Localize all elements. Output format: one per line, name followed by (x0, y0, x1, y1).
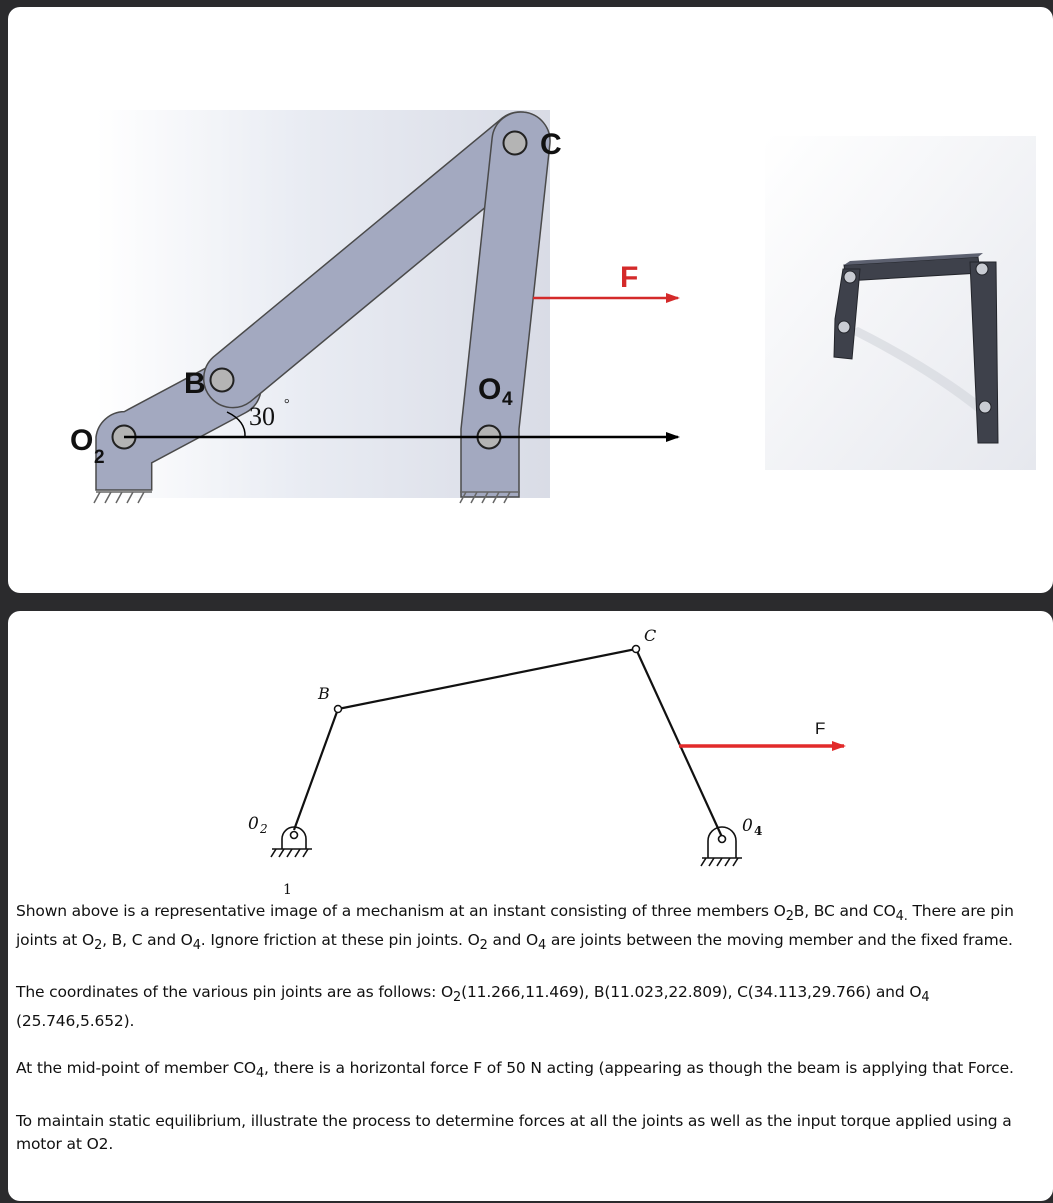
description-paragraph-4 (16, 1110, 1026, 1157)
subscript: 2 (479, 937, 488, 953)
diagram-label-o2-subscript: 2 (260, 822, 268, 836)
text-span: . Ignore friction at these pin joints. O (200, 930, 480, 949)
text-span: The coordinates of the various pin joints are as follows: O (16, 983, 453, 1002)
label-o2: O (70, 424, 94, 457)
text-span: There are pin joints at O (16, 902, 1014, 949)
pin-c (504, 132, 527, 155)
diagram-label-o4: 0 (742, 816, 753, 836)
label-angle: 30 (249, 402, 275, 431)
pin-b (211, 369, 234, 392)
text-span: (11.266,11.469), B(11.023,22.809), C(34.113,29.766) and O (461, 983, 922, 1002)
text-span: (25.746,5.652). (16, 1011, 135, 1030)
subscript: 2 (453, 990, 462, 1006)
diagram-label-o2: 0 (248, 814, 259, 834)
description-paragraph-2 (16, 981, 1026, 1033)
top-figure-card (8, 7, 1053, 593)
description-paragraph-3 (16, 1057, 1026, 1086)
line-link-co4 (636, 649, 722, 837)
joint-c (633, 646, 640, 653)
label-o2-subscript: 2 (94, 447, 105, 468)
description-paragraph-1 (16, 900, 1026, 957)
label-force-f: F (620, 261, 639, 294)
subscript: 4 (921, 990, 930, 1006)
line-link-bc (338, 649, 636, 709)
label-c: C (540, 128, 562, 161)
diagram-label-c: C (644, 626, 657, 645)
subscript: 4 (538, 937, 547, 953)
mechanism-line-diagram (8, 611, 1053, 898)
text-span: At the mid-point of member CO (16, 1059, 256, 1078)
mechanism-3d-render (8, 7, 1053, 593)
diagram-label-ground-1: 1 (283, 882, 292, 898)
label-o4-subscript: 4 (502, 389, 513, 410)
label-o4: O (478, 373, 502, 406)
diagram-label-b: B (318, 684, 330, 703)
problem-description (16, 900, 1026, 1181)
label-angle-degree: ° (284, 397, 290, 412)
text-span: and O (487, 930, 539, 949)
joint-b (335, 706, 342, 713)
text-span: To maintain static equilibrium, illustrate the process to determine forces at all the joints as well as the input torque applied using a motor at O2. (16, 1111, 1012, 1154)
label-b: B (184, 367, 206, 400)
diagram-label-o4-subscript: 4 (754, 824, 763, 838)
text-span: B, BC and CO (793, 902, 896, 920)
bottom-figure-card (8, 611, 1053, 1201)
text-span: Shown above is a representative image of a mechanism at an instant consisting of three members O (16, 902, 786, 920)
isometric-view-image (765, 136, 1036, 470)
subscript: 2 (785, 909, 794, 925)
text-span: are joints between the moving member and the fixed frame. (546, 930, 1013, 949)
line-link-o2b (294, 709, 338, 830)
subscript: 4 (255, 1066, 265, 1082)
ground-support-o4 (701, 827, 742, 866)
subscript: 4 (192, 937, 201, 953)
text-span: , B, C and O (102, 930, 193, 949)
ground-support-o2 (271, 827, 312, 857)
subscript: 2 (94, 937, 103, 953)
diagram-label-f: F (815, 719, 826, 738)
subscript: 4. (895, 909, 908, 925)
text-span: , there is a horizontal force F of 50 N acting (appearing as though the beam is applying that Force. (264, 1059, 1014, 1078)
